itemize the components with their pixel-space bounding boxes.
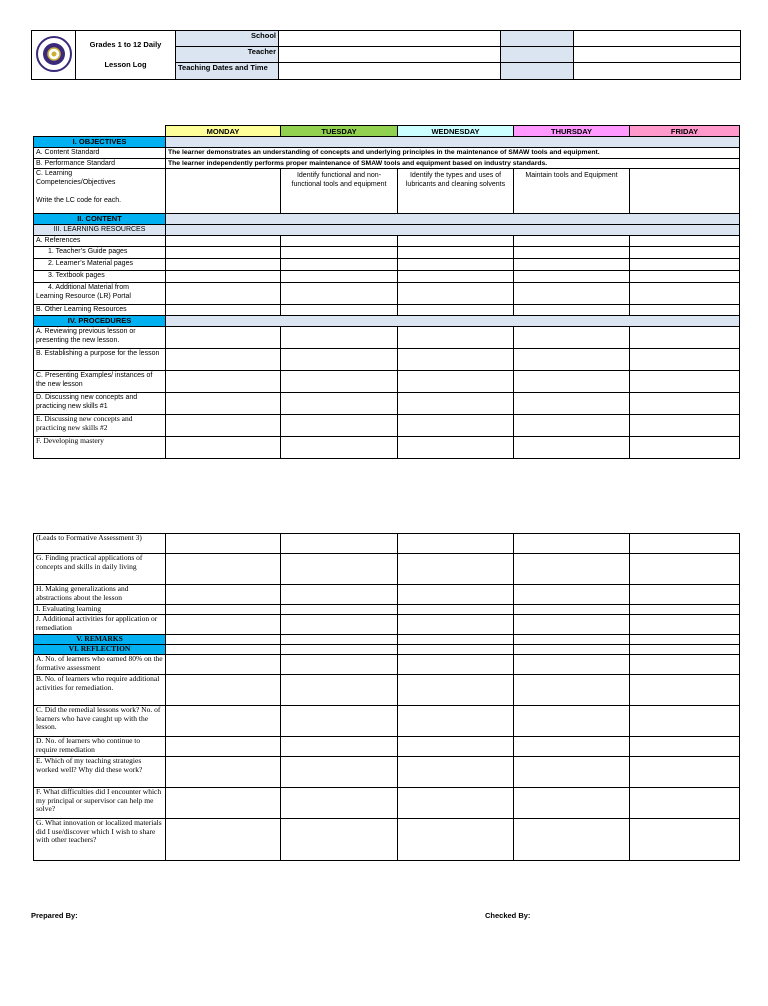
lc-monday[interactable]	[166, 169, 281, 214]
performance-standard-label: B. Performance Standard	[34, 159, 166, 169]
school-extra-cell	[501, 31, 574, 47]
quarter-label-cell	[501, 63, 574, 80]
content-header: II. CONTENT	[34, 214, 166, 225]
procedure-i-label: I. Evaluating learning	[34, 605, 166, 615]
deped-seal	[32, 31, 76, 80]
other-resources-label: B. Other Learning Resources	[34, 305, 166, 316]
day-friday: FRIDAY	[630, 126, 740, 137]
log-title-line2: Lesson Log	[104, 60, 147, 69]
log-title-line1: Grades 1 to 12 Daily	[89, 40, 162, 49]
procedure-a-label: A. Reviewing previous lesson or presenting the new lesson.	[34, 327, 166, 349]
school-label: School	[176, 31, 279, 47]
procedure-c-label: C. Presenting Examples/ instances of the new lesson	[34, 371, 166, 393]
lc-thursday[interactable]: Maintain tools and Equipment	[514, 169, 630, 214]
day-tuesday: TUESDAY	[281, 126, 398, 137]
reflection-b-label: B. No. of learners who require additional activities for remediation.	[34, 675, 166, 706]
header-table	[31, 30, 741, 80]
reflection-e-label: E. Which of my teaching strategies worked well? Why did these work?	[34, 757, 166, 788]
reflection-d-label: D. No. of learners who continue to require remediation	[34, 737, 166, 757]
procedure-g-label: G. Finding practical applications of concepts and skills in daily living	[34, 554, 166, 585]
lesson-log-table-1	[33, 125, 740, 459]
school-extra-field[interactable]	[574, 31, 741, 47]
procedure-b-label: B. Establishing a purpose for the lesson	[34, 349, 166, 371]
content-standard-value: The learner demonstrates an understanding of concepts and underlying principles in the maintenance of SMAW tools and equipment.	[166, 148, 740, 159]
lc-tuesday[interactable]: Identify functional and non-functional tools and equipment	[281, 169, 398, 214]
textbook-label: 3. Textbook pages	[34, 271, 166, 283]
checked-by-label: Checked By:	[485, 911, 531, 920]
prepared-by-label: Prepared By:	[31, 911, 78, 920]
additional-material-label: 4. Additional Material from Learning Resource (LR) Portal	[34, 283, 166, 305]
learning-area-field[interactable]	[574, 47, 741, 63]
lc-friday[interactable]	[630, 169, 740, 214]
learning-competencies-label: C. Learning Competencies/Objectives Write the LC code for each.	[34, 169, 166, 214]
day-thursday: THURSDAY	[514, 126, 630, 137]
reflection-header: VI. REFLECTION	[34, 645, 166, 655]
teacher-label: Teacher	[176, 47, 279, 63]
dates-label: Teaching Dates and Time	[176, 63, 279, 80]
procedures-header: IV. PROCEDURES	[34, 316, 166, 327]
lesson-log-table-2	[33, 533, 740, 861]
learning-area-label-cell	[501, 47, 574, 63]
day-wednesday: WEDNESDAY	[398, 126, 514, 137]
procedure-d-label: D. Discussing new concepts and practicing new skills #1	[34, 393, 166, 415]
remarks-header: V. REMARKS	[34, 635, 166, 645]
procedure-j-label: J. Additional activities for application or remediation	[34, 615, 166, 635]
teacher-field[interactable]	[279, 47, 501, 63]
learning-resources-header: III. LEARNING RESOURCES	[34, 225, 166, 236]
reflection-f-label: F. What difficulties did I encounter which my principal or supervisor can help me solve?	[34, 788, 166, 819]
reflection-g-label: G. What innovation or localized materials did I use/discover which I wish to share with other teachers?	[34, 819, 166, 861]
school-field[interactable]	[279, 31, 501, 47]
procedure-f-continued: (Leads to Formative Assessment 3)	[34, 534, 166, 554]
quarter-field[interactable]	[574, 63, 741, 80]
dates-field[interactable]	[279, 63, 501, 80]
performance-standard-value: The learner independently performs proper maintenance of SMAW tools and equipment based on industry standards.	[166, 159, 740, 169]
learners-material-label: 2. Learner’s Material pages	[34, 259, 166, 271]
day-monday: MONDAY	[166, 126, 281, 137]
reflection-a-label: A. No. of learners who earned 80% on the formative assessment	[34, 655, 166, 675]
procedure-h-label: H. Making generalizations and abstractions about the lesson	[34, 585, 166, 605]
reflection-c-label: C. Did the remedial lessons work? No. of learners who have caught up with the lesson.	[34, 706, 166, 737]
lc-wednesday[interactable]: Identify the types and uses of lubricants and cleaning solvents	[398, 169, 514, 214]
procedure-e-label: E. Discussing new concepts and practicing new skills #2	[34, 415, 166, 437]
deped-seal-icon	[35, 35, 73, 73]
content-standard-label: A. Content Standard	[34, 148, 166, 159]
teachers-guide-label: 1. Teacher’s Guide pages	[34, 247, 166, 259]
references-label: A. References	[34, 236, 166, 247]
procedure-f-label: F. Developing mastery	[34, 437, 166, 459]
objectives-header: I. OBJECTIVES	[34, 137, 166, 148]
